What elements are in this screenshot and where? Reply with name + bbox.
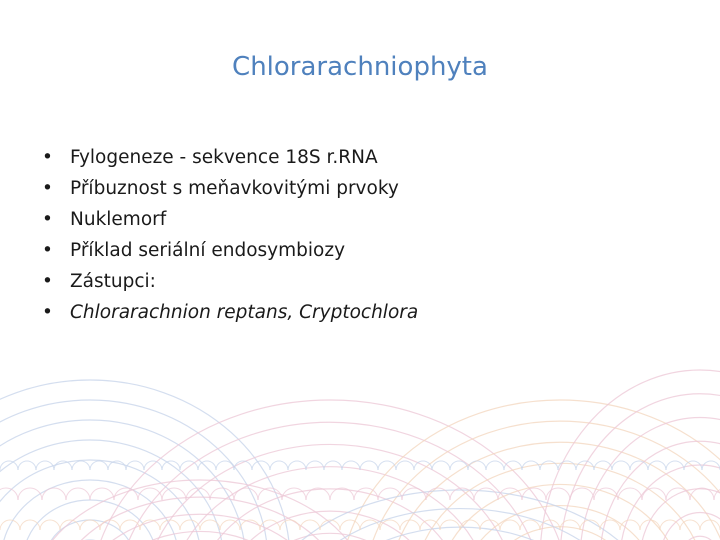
decor-scallop — [108, 461, 126, 470]
decor-scallop — [360, 461, 378, 470]
decor-arc — [438, 484, 682, 540]
decor-arc — [250, 533, 410, 540]
decor-arc — [660, 513, 720, 540]
bullet-item: • Chlorarachnion reptans, Cryptochlora — [42, 297, 418, 328]
decor-scallop — [400, 520, 420, 530]
decor-arc — [340, 400, 720, 540]
decor-arc — [1, 480, 179, 540]
decor-scallop — [18, 461, 36, 470]
decor-scallop — [700, 520, 720, 530]
decor-scallop — [380, 520, 400, 530]
decor-arc — [580, 418, 720, 540]
decor-scallop — [18, 488, 42, 500]
decor-arc — [0, 380, 290, 540]
bullet-item: • Nuklemorf — [42, 204, 418, 235]
decor-scallop — [54, 461, 72, 470]
decor-scallop — [354, 488, 378, 500]
decor-arc — [46, 520, 135, 540]
decor-scallop — [72, 461, 90, 470]
decor-arc — [680, 536, 720, 540]
decor-scallop — [612, 461, 630, 470]
decor-scallop — [280, 520, 300, 530]
decor-scallop — [252, 461, 270, 470]
decor-scallop — [666, 461, 684, 470]
decor-scallop — [42, 488, 66, 500]
decor-arc — [223, 511, 436, 540]
decor-scallop — [486, 461, 504, 470]
decor-scallop — [324, 461, 342, 470]
decor-scallop — [468, 461, 486, 470]
decor-scallop — [340, 520, 360, 530]
bullet-item: • Zástupci: — [42, 266, 418, 297]
decor-scallop — [306, 461, 324, 470]
decor-scallop — [474, 488, 498, 500]
decor-scallop — [432, 461, 450, 470]
decor-arc — [289, 509, 632, 540]
bullet-item: • Příklad seriální endosymbiozy — [42, 235, 418, 266]
decor-arc — [170, 467, 490, 540]
decor-scallop — [396, 461, 414, 470]
decor-scallop — [20, 520, 40, 530]
bullet-list — [42, 142, 418, 328]
slide-title: Chlorarachniophyta — [232, 52, 488, 82]
decor-scallop — [80, 520, 100, 530]
decor-scallop — [282, 488, 306, 500]
decor-scallop — [40, 520, 60, 530]
bullet-item: • Fylogeneze - sekvence 18S r.RNA — [42, 142, 418, 173]
decor-scallop — [270, 461, 288, 470]
decor-arc — [640, 489, 720, 540]
decor-scallop — [220, 520, 240, 530]
bullet-item: • Příbuznost s meňavkovitými prvoky — [42, 173, 418, 204]
decor-scallop — [440, 520, 460, 530]
decor-scallop — [540, 461, 558, 470]
decor-scallop — [90, 461, 108, 470]
decor-scallop — [66, 488, 90, 500]
